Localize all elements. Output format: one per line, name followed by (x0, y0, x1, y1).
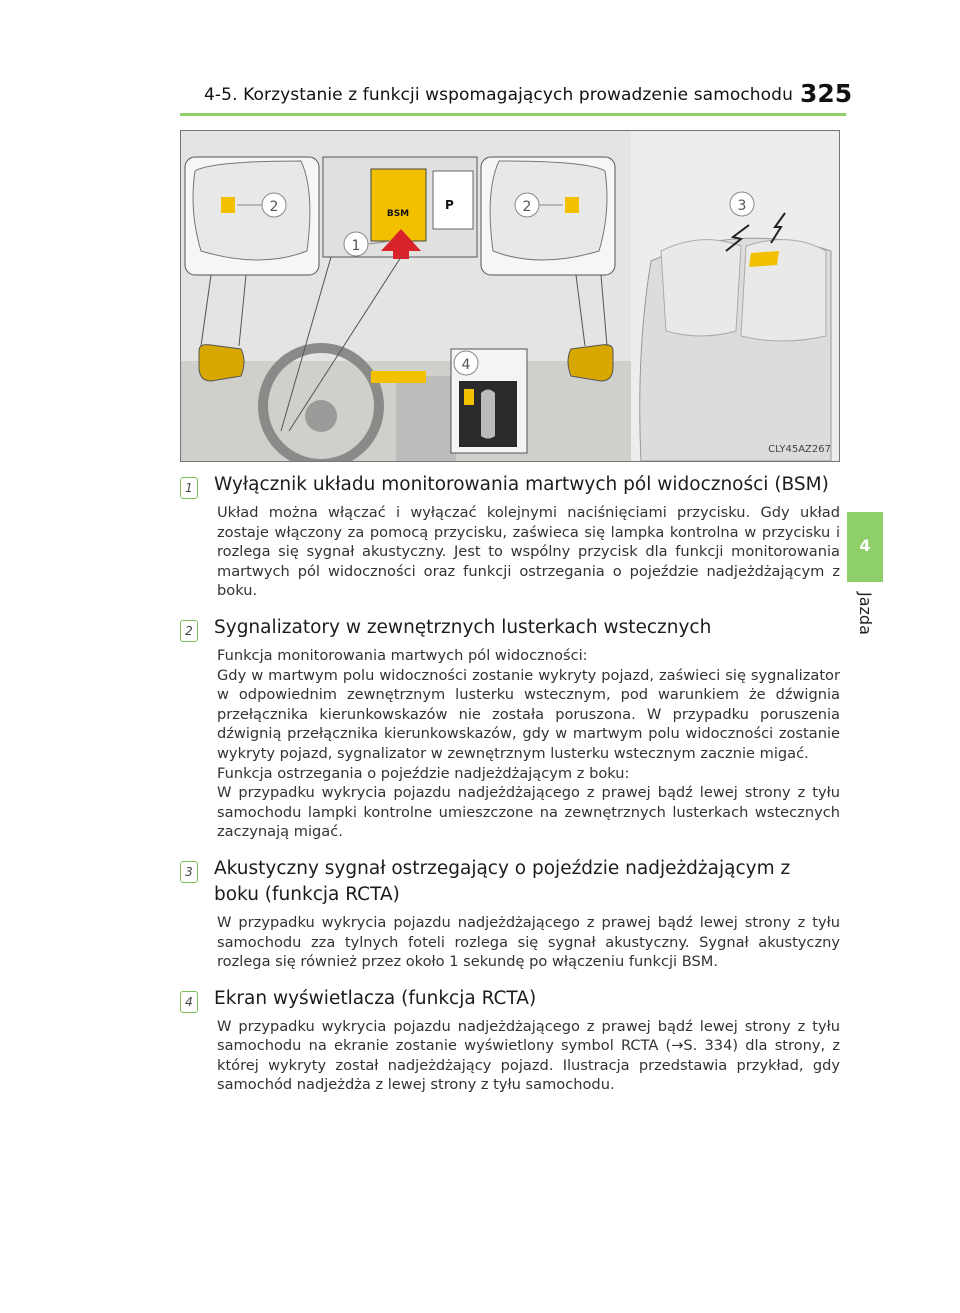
item-marker: 3 (180, 861, 198, 883)
left-mirror (199, 345, 244, 381)
callout-1-label: 1 (351, 238, 361, 254)
callout-2-left-label: 2 (269, 199, 279, 215)
section-title: 4-5. Korzystanie z funkcji wspomagających prowadzenie samochodu (204, 85, 793, 105)
item-body: Układ można włączać i wyłączać kolejnymi naciśnięciami przycisku. Gdy układ zostaje włączony za pomocą przycisku, zaświeca się lampka kontrolna w przycisku i rozlega się sygnał akustyczny. Jest to wspólny przycisk dla funkcji monitorowania martwych pól widoczności oraz funkcji ostrzegania o pojeździe nadjeżdżającym z boku. (217, 504, 840, 600)
steering-hub (305, 400, 337, 432)
callout-4-label: 4 (461, 357, 471, 373)
display-car (481, 390, 495, 439)
item-body: W przypadku wykrycia pojazdu nadjeżdżającego z prawej bądź lewej strony z tyłu samochodu na ekranie zostanie wyświetlony symbol RCTA (→S. 334) dla strony, z której wykryty został nadjeżdżający pojazd. Ilustracja przedstawia przykład, gdy samochód nadjeżdża z lewej strony z tyłu samochodu. (217, 1017, 840, 1094)
illustration-svg (181, 131, 839, 461)
item-list (180, 472, 840, 1109)
chapter-number: 4 (859, 536, 871, 555)
item-title: Akustyczny sygnał ostrzegający o pojeździe nadjeżdżającym z boku (funkcja RCTA) (214, 857, 791, 905)
item-title: Sygnalizatory w zewnętrznych lusterkach wstecznych (214, 616, 712, 638)
figure-code: CLY45AZ267 (768, 444, 831, 455)
list-item (180, 986, 840, 1095)
left-indicator (221, 197, 235, 213)
item-body: W przypadku wykrycia pojazdu nadjeżdżającego z prawej bądź lewej strony z tyłu samochodu zza tylnych foteli rozlega się sygnał akustyczny. Sygnał akustyczny rozlega się również przez około 1 sekundę po włączeniu funkcji BSM. (217, 913, 840, 971)
item-body: Funkcja monitorowania martwych pól widoczności: Gdy w martwym polu widoczności zostanie wykryty pojazd, zaświeci się sygnalizator w odpowiednim zewnętrznym lusterku wstecznym, pod warunkiem że dźwignia przełącznika kierunkowskazów nie została poruszona. W przypadku poruszenia dźwignią przełącznika kierunkowskazów, gdy w martwym polu widoczności zostanie wykryty pojazd, sygnalizator w zewnętrznym lusterku wstecznym zacznie migać. Funkcja ostrzegania o pojeździe nadjeżdżającym z boku: W przypadku wykrycia pojazdu nadjeżdżającego z prawej bądź lewej strony z tyłu samochodu lampki kontrolne umieszczone na zewnętrznych lusterkach wstecznych zaczynają migać. (217, 646, 840, 841)
right-indicator (565, 197, 579, 213)
bsm-button (371, 169, 426, 241)
page-header (0, 0, 960, 118)
item-title: Wyłącznik układu monitorowania martwych pól widoczności (BSM) (214, 474, 829, 495)
display-indicator (371, 371, 426, 383)
item-marker: 2 (180, 620, 198, 642)
right-mirror (568, 345, 613, 381)
rear-buzzer (749, 251, 779, 267)
bsm-illustration (180, 130, 840, 462)
list-item (180, 856, 840, 972)
park-button-label: P (445, 198, 454, 212)
item-marker: 4 (180, 991, 198, 1013)
list-item (180, 472, 840, 601)
list-item (180, 615, 840, 842)
chapter-label-text: Jazda (856, 592, 875, 635)
center-console (396, 376, 456, 461)
left-mirror-glass (193, 161, 310, 260)
display-rcta-left (464, 389, 474, 405)
item-marker: 1 (180, 477, 198, 499)
callout-3-label: 3 (737, 198, 747, 214)
item-title: Ekran wyświetlacza (funkcja RCTA) (214, 987, 537, 1009)
page-number: 325 (800, 79, 853, 108)
seat-back-left (661, 240, 741, 336)
chapter-tab (847, 512, 883, 582)
callout-2-right-label: 2 (522, 199, 532, 215)
header-rule (180, 113, 846, 116)
bsm-button-label: BSM (386, 209, 410, 219)
chapter-label (855, 592, 875, 662)
right-mirror-glass (490, 161, 607, 260)
